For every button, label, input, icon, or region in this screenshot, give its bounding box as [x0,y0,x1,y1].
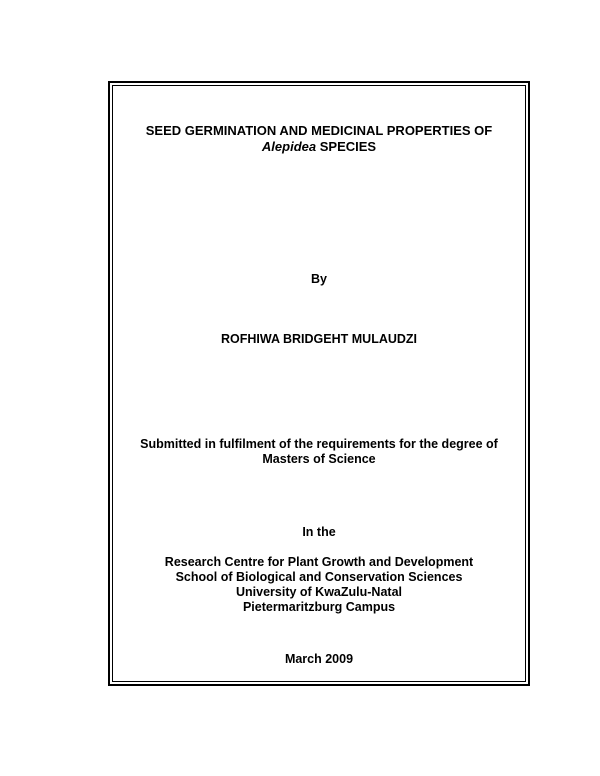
submission-line-1: Submitted in fulfilment of the requirements for the degree of [140,437,498,451]
author-name: ROFHIWA BRIDGEHT MULAUDZI [220,332,418,346]
institution-school: School of Biological and Conservation Sciences [175,570,463,584]
institution-centre: Research Centre for Plant Growth and Development [164,555,474,569]
title-line-2 [112,139,526,154]
degree-name: Masters of Science [262,452,376,466]
title-species: SPECIES [316,139,377,154]
in-the-label: In the [302,525,336,539]
by-label: By [311,272,327,286]
institution-campus: Pietermaritzburg Campus [242,600,396,614]
institution-university: University of KwaZulu-Natal [236,585,402,599]
genus-name: Alepidea [261,139,317,154]
title-line-1: SEED GERMINATION AND MEDICINAL PROPERTIES OF [145,123,493,138]
submission-date: March 2009 [284,652,354,666]
